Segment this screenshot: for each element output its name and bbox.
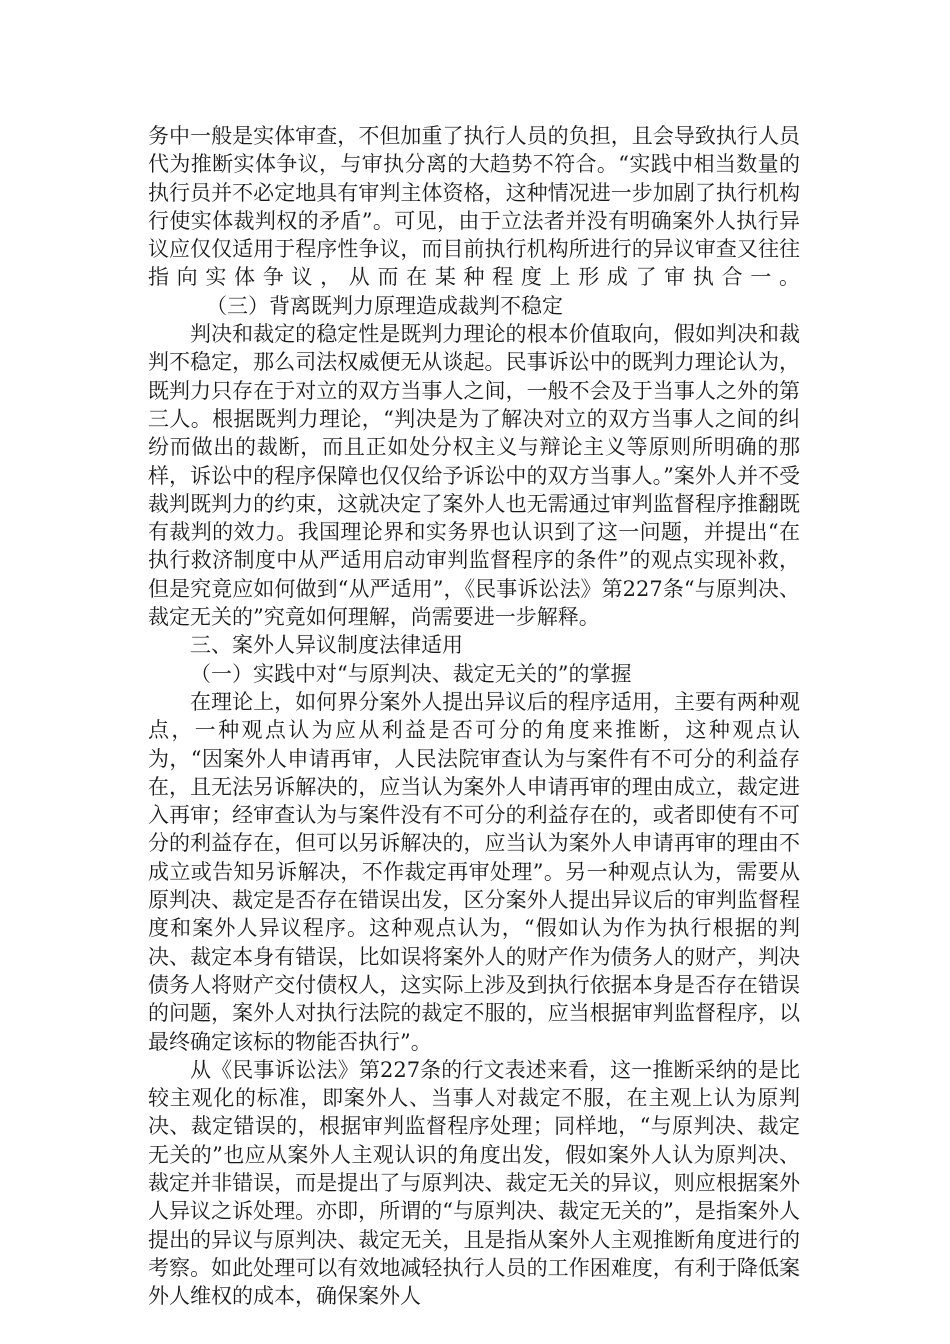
part-heading-3: 三、案外人异议制度法律适用 bbox=[190, 633, 463, 658]
section-heading-3: （三）背离既判力原理造成裁判不稳定 bbox=[206, 293, 563, 318]
paragraph-text: 务中一般是实体审查，不但加重了执行人员的负担，且会导致执行人员代为推断实体争议，与审执分离的大趋势不符合。“实践中相当数量的执行员并不必定地具有审判主体资格，这种情况进一步加剧了执行机构行使实体裁判权的矛盾”。可见，由于立法者并没有明确案外人执行异议应仅仅适用于程序性争议，而目前执行机构所进行的异议审查又往往指向实体争议，从而在某种程度上形成了审执合一。 bbox=[148, 124, 800, 290]
document-page bbox=[148, 122, 800, 1310]
paragraph-continuation bbox=[148, 122, 800, 320]
paragraph-res-judicata: 判决和裁定的稳定性是既判力理论的根本价值取向，假如判决和裁判不稳定，那么司法权威便无从谈起。民事诉讼中的既判力理论认为，既判力只存在于对立的双方当事人之间，一般不会及于当事人之外的第三人。根据既判力理论，“判决是为了解决对立的双方当事人之间的纠纷而做出的裁断，而且正如处分权主义与辩论主义等原则所明确的那样，诉讼中的程序保障也仅仅给予诉讼中的双方当事人。”案外人并不受裁判既判力的约束，这就决定了案外人也无需通过审判监督程序推翻既有裁判的效力。我国理论界和实务界也认识到了这一问题，并提出“在执行救济制度中从严适用启动审判监督程序的条件”的观点实现补救，但是究竟应如何做到“从严适用”，《民事诉讼法》第227条“与原判决、裁定无关的”究竟如何理解，尚需要进一步解释。 bbox=[148, 322, 800, 630]
paragraph-article-227: 从《民事诉讼法》第227条的行文表述来看，这一推断采纳的是比较主观化的标准，即案外人、当事人对裁定不服，在主观上认为原判决、裁定错误的，根据审判监督程序处理；同样地，“与原判决、裁定无关的”也应从案外人主观认识的角度出发，假如案外人认为原判决、裁定并非错误，而是提出了与原判决、裁定无关的异议，则应根据案外人异议之诉处理。亦即，所谓的“与原判决、裁定无关的”，是指案外人提出的异议与原判决、裁定无关，且是指从案外人主观推断角度进行的考察。如此处理可以有效地减轻执行人员的工作困难度，有利于降低案外人维权的成本，确保案外人 bbox=[148, 1057, 800, 1309]
subsection-heading-1: （一）实践中对“与原判决、裁定无关的”的掌握 bbox=[190, 661, 632, 686]
paragraph-theory: 在理论上，如何界分案外人提出异议后的程序适用，主要有两种观点，一种观点认为应从利益是否可分的角度来推断，这种观点认为，“因案外人申请再审，人民法院审查认为与案件有不可分的利益存在，且无法另诉解决的，应当认为案外人申请再审的理由成立，裁定进入再审；经审查认为与案件没有不可分的利益存在的，或者即使有不可分的利益存在，但可以另诉解决的，应当认为案外人申请再审的理由不成立或告知另诉解决，不作裁定再审处理”。另一种观点认为，需要从原判决、裁定是否存在错误出发，区分案外人提出异议后的审判监督程度和案外人异议程序。这种观点认为，“假如认为作为执行根据的判决、裁定本身有错误，比如误将案外人的财产作为债务人的财产，判决债务人将财产交付债权人，这实际上涉及到执行依据本身是否存在错误的问题，案外人对执行法院的裁定不服的，应当根据审判监督程序，以最终确定该标的物能否执行”。 bbox=[148, 689, 800, 1054]
